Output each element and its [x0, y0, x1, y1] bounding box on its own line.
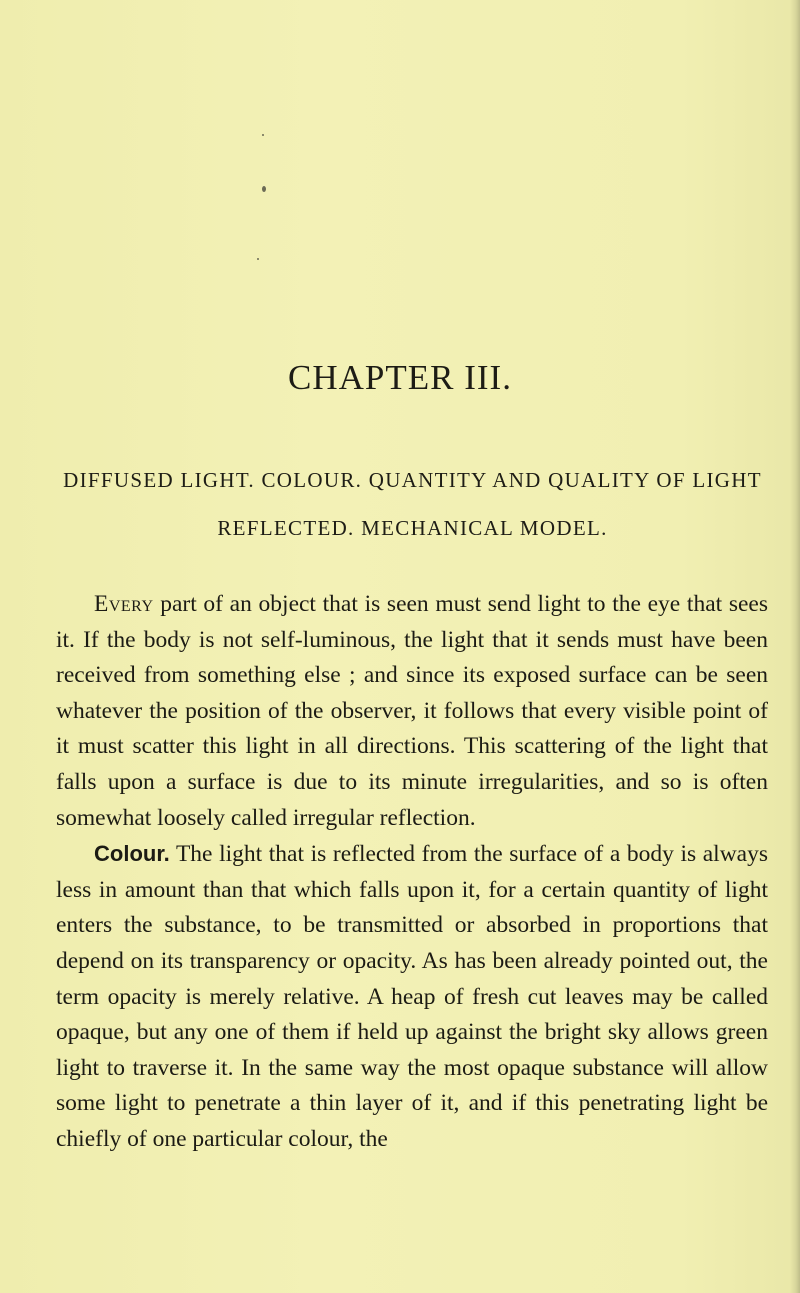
ink-speck [257, 258, 259, 260]
page-edge-shadow [790, 0, 800, 1293]
paragraph-1-lead: Every [94, 591, 154, 617]
ink-speck [262, 134, 264, 136]
paragraph-2-heading: Colour. [94, 841, 170, 867]
chapter-heading: CHAPTER III. [288, 358, 512, 397]
paragraph-1 [56, 587, 768, 836]
chapter-subtitle: DIFFUSED LIGHT. COLOUR. QUANTITY AND QUALITY OF LIGHT REFLECTED. MECHANICAL MODEL. [63, 468, 762, 540]
ink-speck [262, 186, 266, 192]
body-text [56, 587, 768, 1158]
paragraph-2 [56, 836, 768, 1157]
paragraph-1-text: part of an object that is seen must send light to the eye that sees it. If the body is not self-luminous, the light that it sends must have been received from something else ; and since its exposed surface can be seen whatever the position of the observer, it follows that every visible point of it must scatter this light in all directions. This scattering of the light that falls upon a surface is due to its minute irregularities, and so is often somewhat loosely called irregular reflection. [56, 591, 768, 831]
paragraph-2-text: The light that is reflected from the surface of a body is always less in amount than that which falls upon it, for a certain quantity of light enters the substance, to be transmitted or absorbed in proportions that depend on its transparency or opacity. As has been already pointed out, the term opacity is merely relative. A heap of fresh cut leaves may be called opaque, but any one of them if held up against the bright sky allows green light to traverse it. In the same way the most opaque substance will allow some light to penetrate a thin layer of it, and if this penetrating light be chiefly of one particular colour, the [56, 841, 768, 1152]
